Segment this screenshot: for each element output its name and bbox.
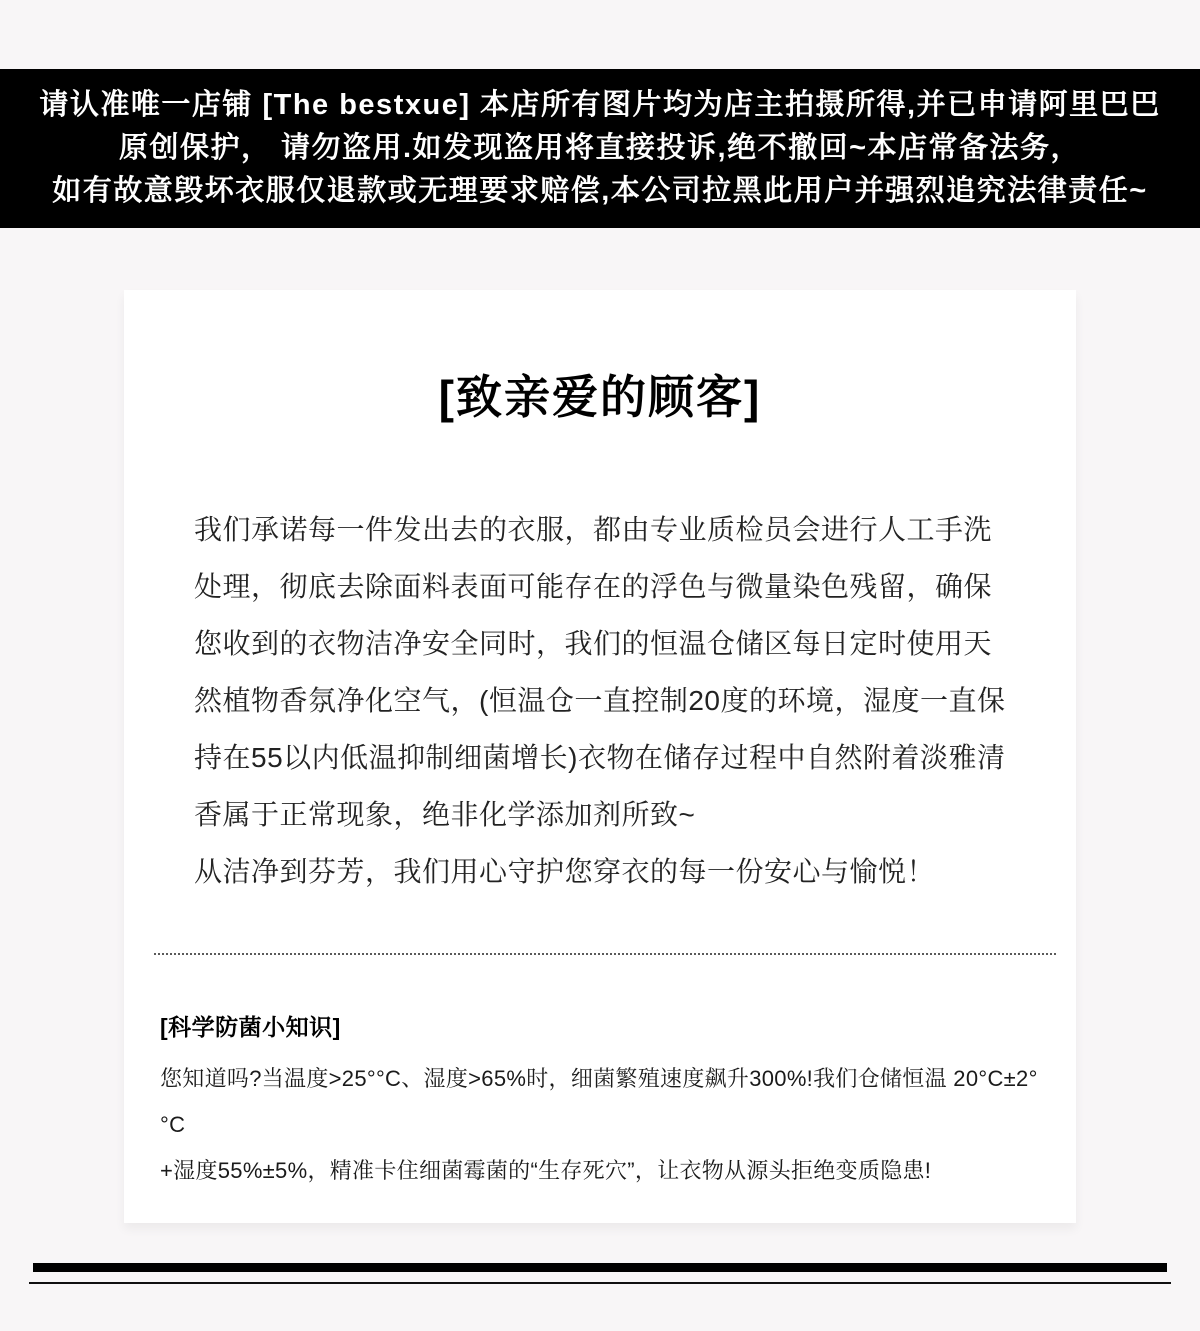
- tips-heading: [科学防菌小知识]: [160, 1014, 341, 1040]
- body-line-1: 我们承诺每一件发出去的衣服，都由专业质检员会进行人工手洗: [194, 514, 993, 545]
- card-title: [致亲爱的顾客]: [438, 371, 762, 423]
- body-line-6: 香属于正常现象，绝非化学添加剂所致~: [194, 799, 696, 830]
- body-line-5: 持在55以内低温抑制细菌增长)衣物在储存过程中自然附着淡雅清: [194, 742, 1006, 773]
- promise-paragraph: [194, 501, 1026, 900]
- banner-line-3: 如有故意毁坏衣服仅退款或无理要求赔偿,本公司拉黑此用户并强烈追究法律责任~: [52, 175, 1148, 207]
- body-line-3: 您收到的衣物洁净安全同时，我们的恒温仓储区每日定时使用天: [194, 628, 993, 659]
- bottom-bar-thin: [29, 1282, 1171, 1284]
- body-line-4: 然植物香氛净化空气，(恒温仓一直控制20度的环境，湿度一直保: [194, 685, 1006, 716]
- body-line-7: 从洁净到芬芳，我们用心守护您穿衣的每一份安心与愉悦！: [194, 856, 936, 887]
- antibacterial-tips-section: [160, 1012, 1048, 1194]
- tips-line-1: 您知道吗?当温度>25°°C、湿度>65%时，细菌繁殖速度飙升300%!我们仓储恒温 20°C±2°°C: [160, 1066, 1038, 1137]
- dotted-divider: [154, 953, 1056, 955]
- customer-letter-card: [124, 290, 1076, 1223]
- banner-line-2: 原创保护， 请勿盗用.如发现盗用将直接投诉,绝不撤回~本店常备法务，: [118, 132, 1082, 164]
- banner-line-1: 请认准唯一店铺 [The bestxue] 本店所有图片均为店主拍摄所得,并已申请阿里巴巴: [39, 89, 1161, 121]
- store-notice-banner: [0, 69, 1200, 228]
- bottom-bar-thick: [33, 1263, 1167, 1272]
- body-line-2: 处理，彻底去除面料表面可能存在的浮色与微量染色残留，确保: [194, 571, 993, 602]
- tips-line-2: +湿度55%±5%，精准卡住细菌霉菌的“生存死穴”，让衣物从源头拒绝变质隐患!: [160, 1158, 932, 1183]
